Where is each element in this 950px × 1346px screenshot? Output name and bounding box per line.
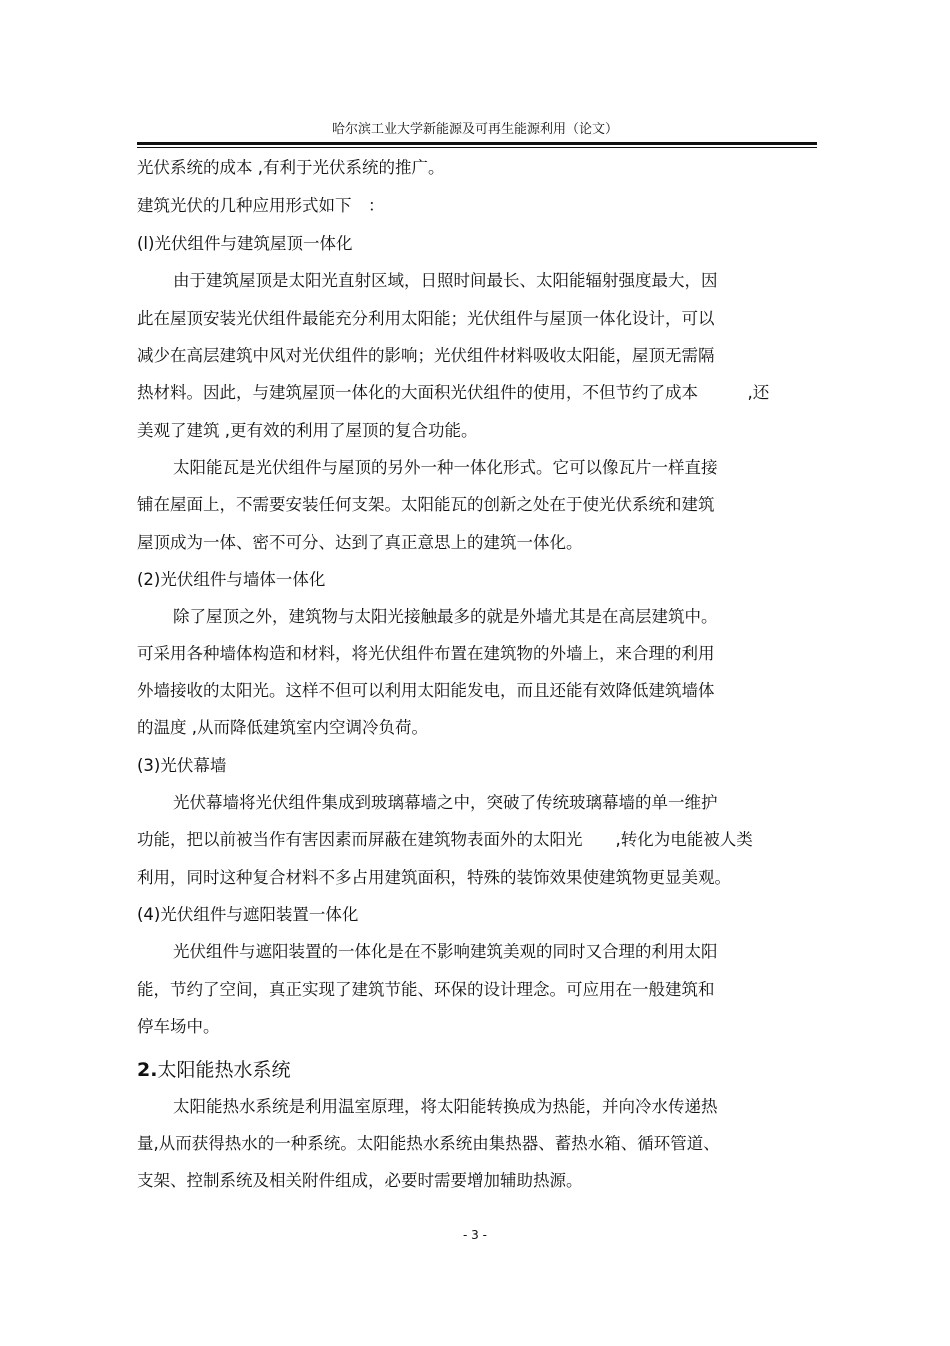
body-line: 光伏幕墙将光伏组件集成到玻璃幕墙之中，突破了传统玻璃幕墙的单一维护: [173, 793, 718, 812]
body-line: 外墙接收的太阳光。这样不但可以利用太阳能发电，而且还能有效降低建筑墙体: [137, 681, 715, 700]
body-line: 功能，把以前被当作有害因素而屏蔽在建筑物表面外的太阳光 ,转化为电能被人类: [137, 830, 753, 849]
subheading: (2)光伏组件与墙体一体化: [137, 570, 326, 589]
body-line: 美观了建筑 ,更有效的利用了屋顶的复合功能。: [137, 421, 478, 440]
header-rule-thin: [137, 147, 817, 148]
subheading: (l)光伏组件与建筑屋顶一体化: [137, 234, 353, 253]
body-line: 减少在高层建筑中风对光伏组件的影响；光伏组件材料吸收太阳能，屋顶无需隔: [137, 346, 715, 365]
body-line: 建筑光伏的几种应用形式如下 ：: [137, 196, 385, 215]
body-line: 此在屋顶安装光伏组件最能充分利用太阳能；光伏组件与屋顶一体化设计，可以: [137, 309, 715, 328]
body-line: 光伏系统的成本 ,有利于光伏系统的推广。: [137, 158, 445, 177]
body-line: 停车场中。: [137, 1017, 220, 1036]
body-line: 太阳能热水系统是利用温室原理，将太阳能转换成为热能，并向冷水传递热: [173, 1097, 718, 1116]
body-line: 太阳能瓦是光伏组件与屋顶的另外一种一体化形式。它可以像瓦片一样直接: [173, 458, 718, 477]
page-number: - 3 -: [463, 1228, 487, 1242]
header-rule-thick: [137, 142, 817, 145]
body-line: 可采用各种墙体构造和材料，将光伏组件布置在建筑物的外墙上，来合理的利用: [137, 644, 715, 663]
body-line: 能，节约了空间，真正实现了建筑节能、环保的设计理念。可应用在一般建筑和: [137, 980, 715, 999]
section-heading: [137, 1055, 290, 1082]
body-line: 铺在屋面上，不需要安装任何支架。太阳能瓦的创新之处在于使光伏系统和建筑: [137, 495, 715, 514]
subheading: (4)光伏组件与遮阳装置一体化: [137, 905, 359, 924]
subheading: (3)光伏幕墙: [137, 756, 227, 775]
body-line: 除了屋顶之外，建筑物与太阳光接触最多的就是外墙尤其是在高层建筑中。: [173, 607, 718, 626]
body-line: 的温度 ,从而降低建筑室内空调冷负荷。: [137, 718, 428, 737]
body-line: 支架、控制系统及相关附件组成，必要时需要增加辅助热源。: [137, 1171, 583, 1190]
section-title: 太阳能热水系统: [157, 1059, 291, 1081]
body-line: 利用，同时这种复合材料不多占用建筑面积，特殊的装饰效果使建筑物更显美观。: [137, 868, 731, 887]
body-line: 量,从而获得热水的一种系统。太阳能热水系统由集热器、蓄热水箱、循环管道、: [137, 1134, 720, 1153]
running-header: 哈尔滨工业大学新能源及可再生能源利用（论文）: [331, 122, 618, 137]
body-line: 屋顶成为一体、密不可分、达到了真正意思上的建筑一体化。: [137, 533, 583, 552]
section-number: 2.: [137, 1059, 158, 1081]
body-line: 光伏组件与遮阳装置的一体化是在不影响建筑美观的同时又合理的利用太阳: [173, 942, 718, 961]
body-line: 由于建筑屋顶是太阳光直射区域，日照时间最长、太阳能辐射强度最大，因: [173, 271, 718, 290]
body-line: 热材料。因此，与建筑屋顶一体化的大面积光伏组件的使用，不但节约了成本 ,还: [137, 383, 770, 402]
